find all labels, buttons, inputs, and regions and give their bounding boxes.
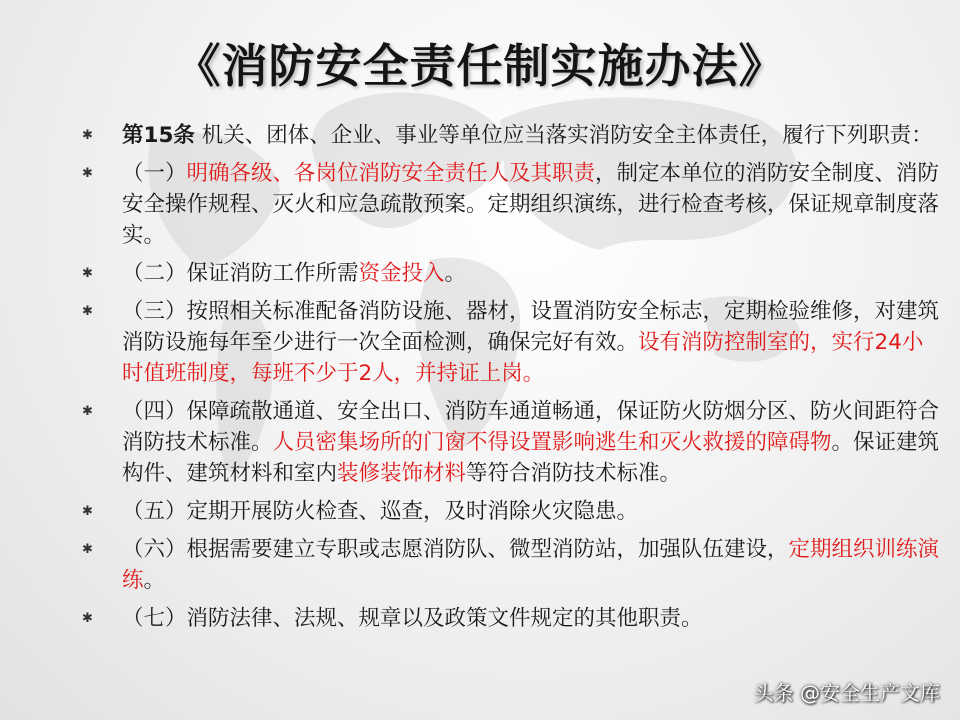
item-text: 。 (143, 568, 166, 593)
highlighted-text: 资金投入 (358, 261, 445, 286)
responsibility-list (82, 120, 942, 641)
highlighted-text: 定期组织训练演练 (122, 537, 940, 593)
item-text: （一） (122, 161, 187, 186)
highlighted-text: 设有消防控制室的，实行24小时值班制度，每班不少于2人，并持证上岗。 (122, 330, 924, 386)
list-item (82, 120, 942, 151)
item-text: （七）消防法律、法规、规章以及政策文件规定的其他职责。 (122, 606, 703, 631)
item-text: （四）保障疏散通道、安全出口、消防车通道畅通，保证防火防烟分区、防火间距符合消防技术标准。 (122, 399, 940, 455)
bullet-icon: ✱ (82, 542, 93, 557)
list-item (82, 396, 942, 489)
page-title: 《消防安全责任制实施办法》 (174, 39, 786, 93)
article-number: 第15条 (122, 123, 195, 148)
highlighted-text: 人员密集场所的门窗不得设置影响逃生和灭火救援的障碍物 (272, 430, 832, 455)
bullet-icon: ✱ (82, 611, 93, 626)
bullet-icon: ✱ (82, 128, 93, 143)
item-text: 。保证建筑构件、建筑材料和室内 (122, 430, 940, 486)
bullet-icon: ✱ (82, 166, 93, 181)
item-text: ，制定本单位的消防安全制度、消防安全操作规程、灭火和应急疏散预案。定期组织演练，进行检查考核，保证规章制度落实。 (122, 161, 940, 248)
source-watermark: 头条 @安全生产文库 (753, 681, 940, 705)
highlighted-text: 明确各级、各岗位消防安全责任人及其职责 (186, 161, 596, 186)
bullet-icon: ✱ (82, 304, 93, 319)
bullet-icon: ✱ (82, 504, 93, 519)
bullet-icon: ✱ (82, 404, 93, 419)
item-text: （二）保证消防工作所需 (122, 261, 359, 286)
item-text: 机关、团体、企业、事业等单位应当落实消防安全主体责任，履行下列职责： (194, 123, 933, 148)
list-item (82, 603, 942, 634)
item-text: （三）按照相关标准配备消防设施、器材，设置消防安全标志，定期检验维修，对建筑消防设施每年至少进行一次全面检测，确保完好有效。 (122, 299, 940, 355)
item-text: 。 (444, 261, 467, 286)
list-item (82, 296, 942, 389)
bullet-icon: ✱ (82, 266, 93, 281)
list-item (82, 158, 942, 251)
list-item (82, 534, 942, 596)
item-text: 等符合消防技术标准。 (466, 461, 682, 486)
item-text: （六）根据需要建立专职或志愿消防队、微型消防站，加强队伍建设， (122, 537, 789, 562)
item-text: （五）定期开展防火检查、巡查，及时消除火灾隐患。 (122, 499, 639, 524)
list-item (82, 258, 942, 289)
list-item (82, 496, 942, 527)
highlighted-text: 装修装饰材料 (337, 461, 467, 486)
